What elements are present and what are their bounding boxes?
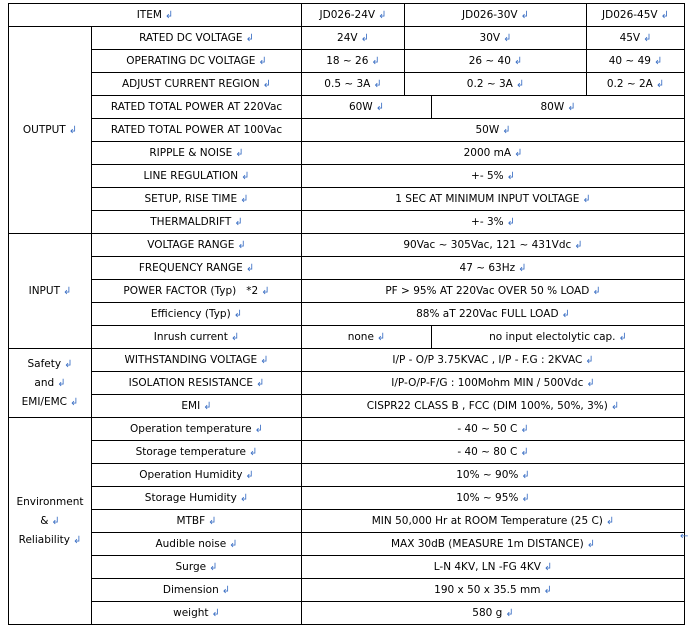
row-mtbf [9,510,685,533]
row-isolation-resistance [9,372,685,395]
value-cell: PF > 95% AT 220Vac OVER 50 % LOAD ↲ [302,280,685,303]
left-arrow-icon: ← [680,531,688,542]
return-mark-icon: ↲ [653,56,663,67]
return-mark-icon: ↲ [249,447,258,458]
return-mark-icon: ↲ [515,79,525,90]
return-mark-icon: ↲ [586,539,596,550]
return-mark-icon: ↲ [234,217,243,228]
item-label: Dimension ↲ [92,579,302,602]
value-cell: 30V ↲ [405,27,587,50]
return-mark-icon: ↲ [521,470,530,481]
return-mark-icon: ↲ [69,396,79,408]
return-mark-icon: ↲ [605,516,615,527]
header-row [9,4,685,27]
group-input: INPUT ↲ [9,234,92,349]
item-label: Audible noise ↲ [92,533,302,556]
return-mark-icon: ↲ [574,240,583,251]
return-mark-icon: ↲ [262,79,271,90]
row-voltage-range [9,234,685,257]
return-mark-icon: ↲ [254,424,263,435]
return-mark-icon: ↲ [239,493,249,504]
return-mark-icon: ↲ [233,309,243,320]
item-label: Surge ↲ [92,556,302,579]
return-mark-icon: ↲ [63,286,72,297]
value-cell: I/P-O/P-F/G : 100Mohm MIN / 500Vdc ↲ [302,372,685,395]
value-cell: 18 ~ 26 ↲ [302,50,405,73]
value-cell: 0.2 ~ 2A ↲ [587,73,685,96]
value-cell: 26 ~ 40 ↲ [405,50,587,73]
return-mark-icon: ↲ [518,263,527,274]
row-operating-dc-voltage [9,50,685,73]
header-model-30v: JD026-30V ↲ [405,4,587,27]
return-mark-icon: ↲ [660,10,669,21]
return-mark-icon: ↲ [211,608,220,619]
row-ripple-noise [9,142,685,165]
row-adjust-current-region [9,73,685,96]
item-label: Efficiency (Typ) ↲ [92,303,302,326]
item-label: MTBF ↲ [92,510,302,533]
header-item: ITEM ↲ [9,4,302,27]
header-model-24v: JD026-24V ↲ [302,4,405,27]
return-mark-icon: ↲ [503,33,512,44]
item-label: weight ↲ [92,602,302,625]
value-cell: MIN 50,000 Hr at ROOM Temperature (25 C) ↲ [302,510,685,533]
row-storage-humidity [9,487,685,510]
return-mark-icon: ↲ [245,263,255,274]
return-mark-icon: ↲ [237,240,246,251]
value-cell: CISPR22 CLASS B , FCC (DIM 100%, 50%, 3%) ↲ [302,395,685,418]
item-label: Inrush current ↲ [92,326,302,349]
return-mark-icon: ↲ [240,194,249,205]
row-surge [9,556,685,579]
return-mark-icon: ↲ [57,377,66,389]
item-label: OPERATING DC VOLTAGE ↲ [92,50,302,73]
return-mark-icon: ↲ [229,539,238,550]
return-mark-icon: ↲ [618,332,627,343]
value-cell: 580 g ↲ [302,602,685,625]
return-mark-icon: ↲ [378,10,387,21]
return-mark-icon: ↲ [585,355,594,366]
value-cell: 47 ~ 63Hz ↲ [302,257,685,280]
return-mark-icon: ↲ [505,608,514,619]
row-rated-power-220 [9,96,685,119]
group-safety [9,349,92,418]
return-mark-icon: ↲ [203,401,212,412]
row-dimension [9,579,685,602]
row-frequency-range [9,257,685,280]
value-cell: 88% aT 220Vac FULL LOAD ↲ [302,303,685,326]
value-cell: 0.5 ~ 3A ↲ [302,73,405,96]
return-mark-icon: ↲ [72,534,82,546]
value-cell: 10% ~ 95% ↲ [302,487,685,510]
value-cell: MAX 30dB (MEASURE 1m DISTANCE) ↲ [302,533,685,556]
return-mark-icon: ↲ [235,148,244,159]
value-cell: L-N 4KV, LN -FG 4KV ↲ [302,556,685,579]
return-mark-icon: ↲ [208,516,217,527]
return-mark-icon: ↲ [245,33,254,44]
return-mark-icon: ↲ [567,102,576,113]
row-line-regulation [9,165,685,188]
value-cell: 0.2 ~ 3A ↲ [405,73,587,96]
return-mark-icon: ↲ [51,515,60,527]
return-mark-icon: ↲ [561,309,570,320]
return-mark-icon: ↲ [543,562,553,573]
item-label: ADJUST CURRENT REGION ↲ [92,73,302,96]
header-model-45v: JD026-45V ↲ [587,4,685,27]
value-cell: 80W ↲ [432,96,685,119]
value-cell: 60W ↲ [302,96,432,119]
item-label: RIPPLE & NOISE ↲ [92,142,302,165]
item-label: POWER FACTOR (Typ) *2 ↲ [92,280,302,303]
group-environment [9,418,92,625]
group-label: Safety ↲ and ↲ EMI/EMC ↲ [21,357,79,408]
footnote-marker: *2 [246,285,259,297]
item-label: Storage Humidity ↲ [92,487,302,510]
spec-table [8,3,685,625]
return-mark-icon: ↲ [245,470,254,481]
row-rated-dc-voltage [9,27,685,50]
item-label: WITHSTANDING VOLTAGE ↲ [92,349,302,372]
value-cell: 50W ↲ [302,119,685,142]
value-cell: 24V ↲ [302,27,405,50]
return-mark-icon: ↲ [260,355,269,366]
return-mark-icon: ↲ [520,10,529,21]
row-thermal-drift [9,211,685,234]
return-mark-icon: ↲ [643,33,652,44]
value-cell: +- 3% ↲ [302,211,685,234]
item-label: FREQUENCY RANGE ↲ [92,257,302,280]
return-mark-icon: ↲ [209,562,218,573]
return-mark-icon: ↲ [221,585,231,596]
return-mark-icon: ↲ [586,378,595,389]
value-cell: 45V ↲ [587,27,685,50]
return-mark-icon: ↲ [513,56,523,67]
item-label: RATED TOTAL POWER AT 100Vac [92,119,302,142]
item-label: LINE REGULATION ↲ [92,165,302,188]
return-mark-icon: ↲ [256,378,265,389]
row-inrush-current [9,326,685,349]
return-mark-icon: ↲ [521,493,530,504]
row-audible-noise [9,533,685,556]
value-cell: I/P - O/P 3.75KVAC , I/P - F.G : 2KVAC ↲ [302,349,685,372]
item-label: Operation temperature ↲ [92,418,302,441]
return-mark-icon: ↲ [514,148,523,159]
return-mark-icon: ↲ [582,194,591,205]
item-label: RATED DC VOLTAGE ↲ [92,27,302,50]
item-label: THERMALDRIFT ↲ [92,211,302,234]
return-mark-icon: ↲ [592,286,601,297]
row-emi [9,395,685,418]
group-label: Environment & ↲ Reliability ↲ [16,495,84,546]
item-label: Operation Humidity ↲ [92,464,302,487]
return-mark-icon: ↲ [373,79,382,90]
item-label: EMI ↲ [92,395,302,418]
return-mark-icon: ↲ [502,125,511,136]
value-cell: none ↲ [302,326,432,349]
item-label: SETUP, RISE TIME ↲ [92,188,302,211]
value-cell: 190 x 50 x 35.5 mm ↲ [302,579,685,602]
return-mark-icon: ↲ [520,447,529,458]
return-mark-icon: ↲ [241,171,250,182]
row-operation-temperature [9,418,685,441]
return-mark-icon: ↲ [258,56,267,67]
item-label: Storage temperature ↲ [92,441,302,464]
value-cell: - 40 ~ 80 C ↲ [302,441,685,464]
return-mark-icon: ↲ [520,424,529,435]
return-mark-icon: ↲ [506,171,516,182]
return-mark-icon: ↲ [375,102,385,113]
row-power-factor [9,280,685,303]
row-withstanding-voltage [9,349,685,372]
value-cell: 10% ~ 90% ↲ [302,464,685,487]
value-cell: 90Vac ~ 305Vac, 121 ~ 431Vdc ↲ [302,234,685,257]
return-mark-icon: ↲ [64,358,73,370]
value-cell: 1 SEC AT MINIMUM INPUT VOLTAGE ↲ [302,188,685,211]
value-cell: no input electolytic cap. ↲ [432,326,685,349]
return-mark-icon: ↲ [261,286,270,297]
group-output: OUTPUT ↲ [9,27,92,234]
return-mark-icon: ↲ [68,125,78,136]
return-mark-icon: ↲ [376,332,386,343]
row-setup-rise-time [9,188,685,211]
value-cell: - 40 ~ 50 C ↲ [302,418,685,441]
value-cell: +- 5% ↲ [302,165,685,188]
item-label: RATED TOTAL POWER AT 220Vac [92,96,302,119]
return-mark-icon: ↲ [655,79,665,90]
return-mark-icon: ↲ [360,33,369,44]
row-weight [9,602,685,625]
row-rated-power-100 [9,119,685,142]
return-mark-icon: ↲ [506,217,516,228]
row-operation-humidity [9,464,685,487]
return-mark-icon: ↲ [230,332,240,343]
row-efficiency [9,303,685,326]
row-storage-temperature [9,441,685,464]
item-label: VOLTAGE RANGE ↲ [92,234,302,257]
value-cell: 2000 mA ↲ [302,142,685,165]
return-mark-icon: ↲ [164,10,174,21]
item-label: ISOLATION RESISTANCE ↲ [92,372,302,395]
value-cell: 40 ~ 49 ↲ [587,50,685,73]
return-mark-icon: ↲ [371,56,380,67]
return-mark-icon: ↲ [610,401,620,412]
return-mark-icon: ↲ [543,585,552,596]
